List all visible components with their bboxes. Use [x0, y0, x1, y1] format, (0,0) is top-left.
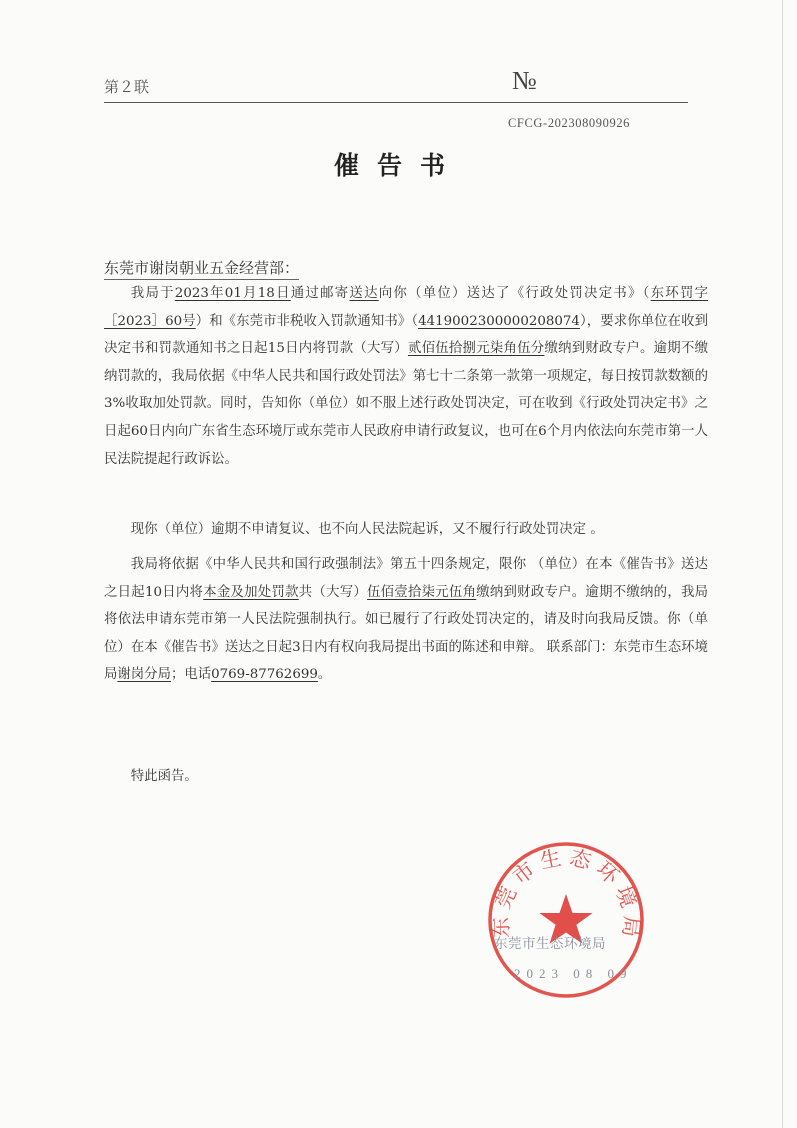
- body-paragraph-1: [104, 280, 708, 473]
- fine-amount: 贰佰伍拾捌元柒角伍分: [407, 341, 545, 357]
- contact-department: 谢岗分局: [117, 667, 171, 683]
- text-segment: 。: [317, 667, 332, 683]
- text-segment: 通过邮寄: [290, 286, 350, 301]
- text-segment: 向你（单位）送达了《行政处罚决定书》（: [378, 286, 651, 301]
- document-title: 催告书: [333, 151, 463, 180]
- contact-phone: 0769-87762699: [211, 667, 318, 683]
- notice-number: 4419002300000208074: [418, 313, 580, 329]
- seal-ring-text: 东莞市生态环境局: [488, 844, 644, 945]
- text-segment: ），要求你单位在收到决定书和罚款通知书之日起15日内将罚款（大写）: [104, 313, 708, 357]
- body-paragraph-3: [104, 551, 708, 689]
- number-mark: №: [512, 66, 537, 95]
- text-segment: ）和《东莞市非税收入罚款通知书》（: [195, 313, 419, 329]
- delivery-method: 送达: [349, 286, 379, 301]
- body-paragraph-2: 现你（单位）逾期不申请复议、也不向人民法院起诉，又不履行行政处罚决定 。: [130, 522, 604, 537]
- payment-item: 本金及加处罚款: [203, 584, 299, 600]
- text-segment: 我局将依据《中华人民共和国行政强制法》第五十四条规定，限你 （单位）在本《催告书》送达之日起10日内将: [104, 557, 708, 600]
- text-segment: 我局于: [130, 286, 175, 301]
- copy-label: 第２联: [104, 78, 150, 96]
- text-segment: 缴纳到财政专户。逾期不缴纳罚款的，我局依据《中华人民共和国行政处罚法》第七十二条第一款第一项规定，每日按罚款数额的3%收取加处罚款。同时，告知你（单位）如不服上述行政处罚决定，可在收到《行政处罚决定书》之日起60日内向广东省生态环境厅或东莞市人民政府申请行政复议，也可在6个月内依法向东莞市第一人民法院提起行政诉讼。: [104, 341, 708, 467]
- text-segment: 共（大写）: [298, 584, 368, 600]
- delivery-date: 2023年01月18日: [174, 286, 291, 301]
- closing-remark: 特此函告。: [130, 769, 198, 784]
- addressee: 东莞市谢岗朝业五金经营部：: [104, 257, 299, 280]
- seal-organization: 东莞市生态环境局: [494, 936, 606, 952]
- total-amount: 伍佰壹拾柒元伍角: [367, 584, 477, 600]
- document-code: CFCG-202308090926: [508, 116, 631, 130]
- seal-date: 2023 08 09: [514, 966, 633, 981]
- text-segment: 缴纳到财政专户。逾期不缴纳的，我局将依法申请东莞市第一人民法院强制执行。如已履行了行政处罚决定的，请及时向我局反馈。你（单位）在本《催告书》送达之日起3日内有权向我局提出书面的陈述和申辩。 联系部门：东莞市生态环境局: [104, 584, 709, 683]
- text-segment: ；电话: [170, 667, 212, 683]
- decision-number: 东环罚字［2023］60号: [104, 286, 709, 329]
- document-header: [104, 66, 688, 103]
